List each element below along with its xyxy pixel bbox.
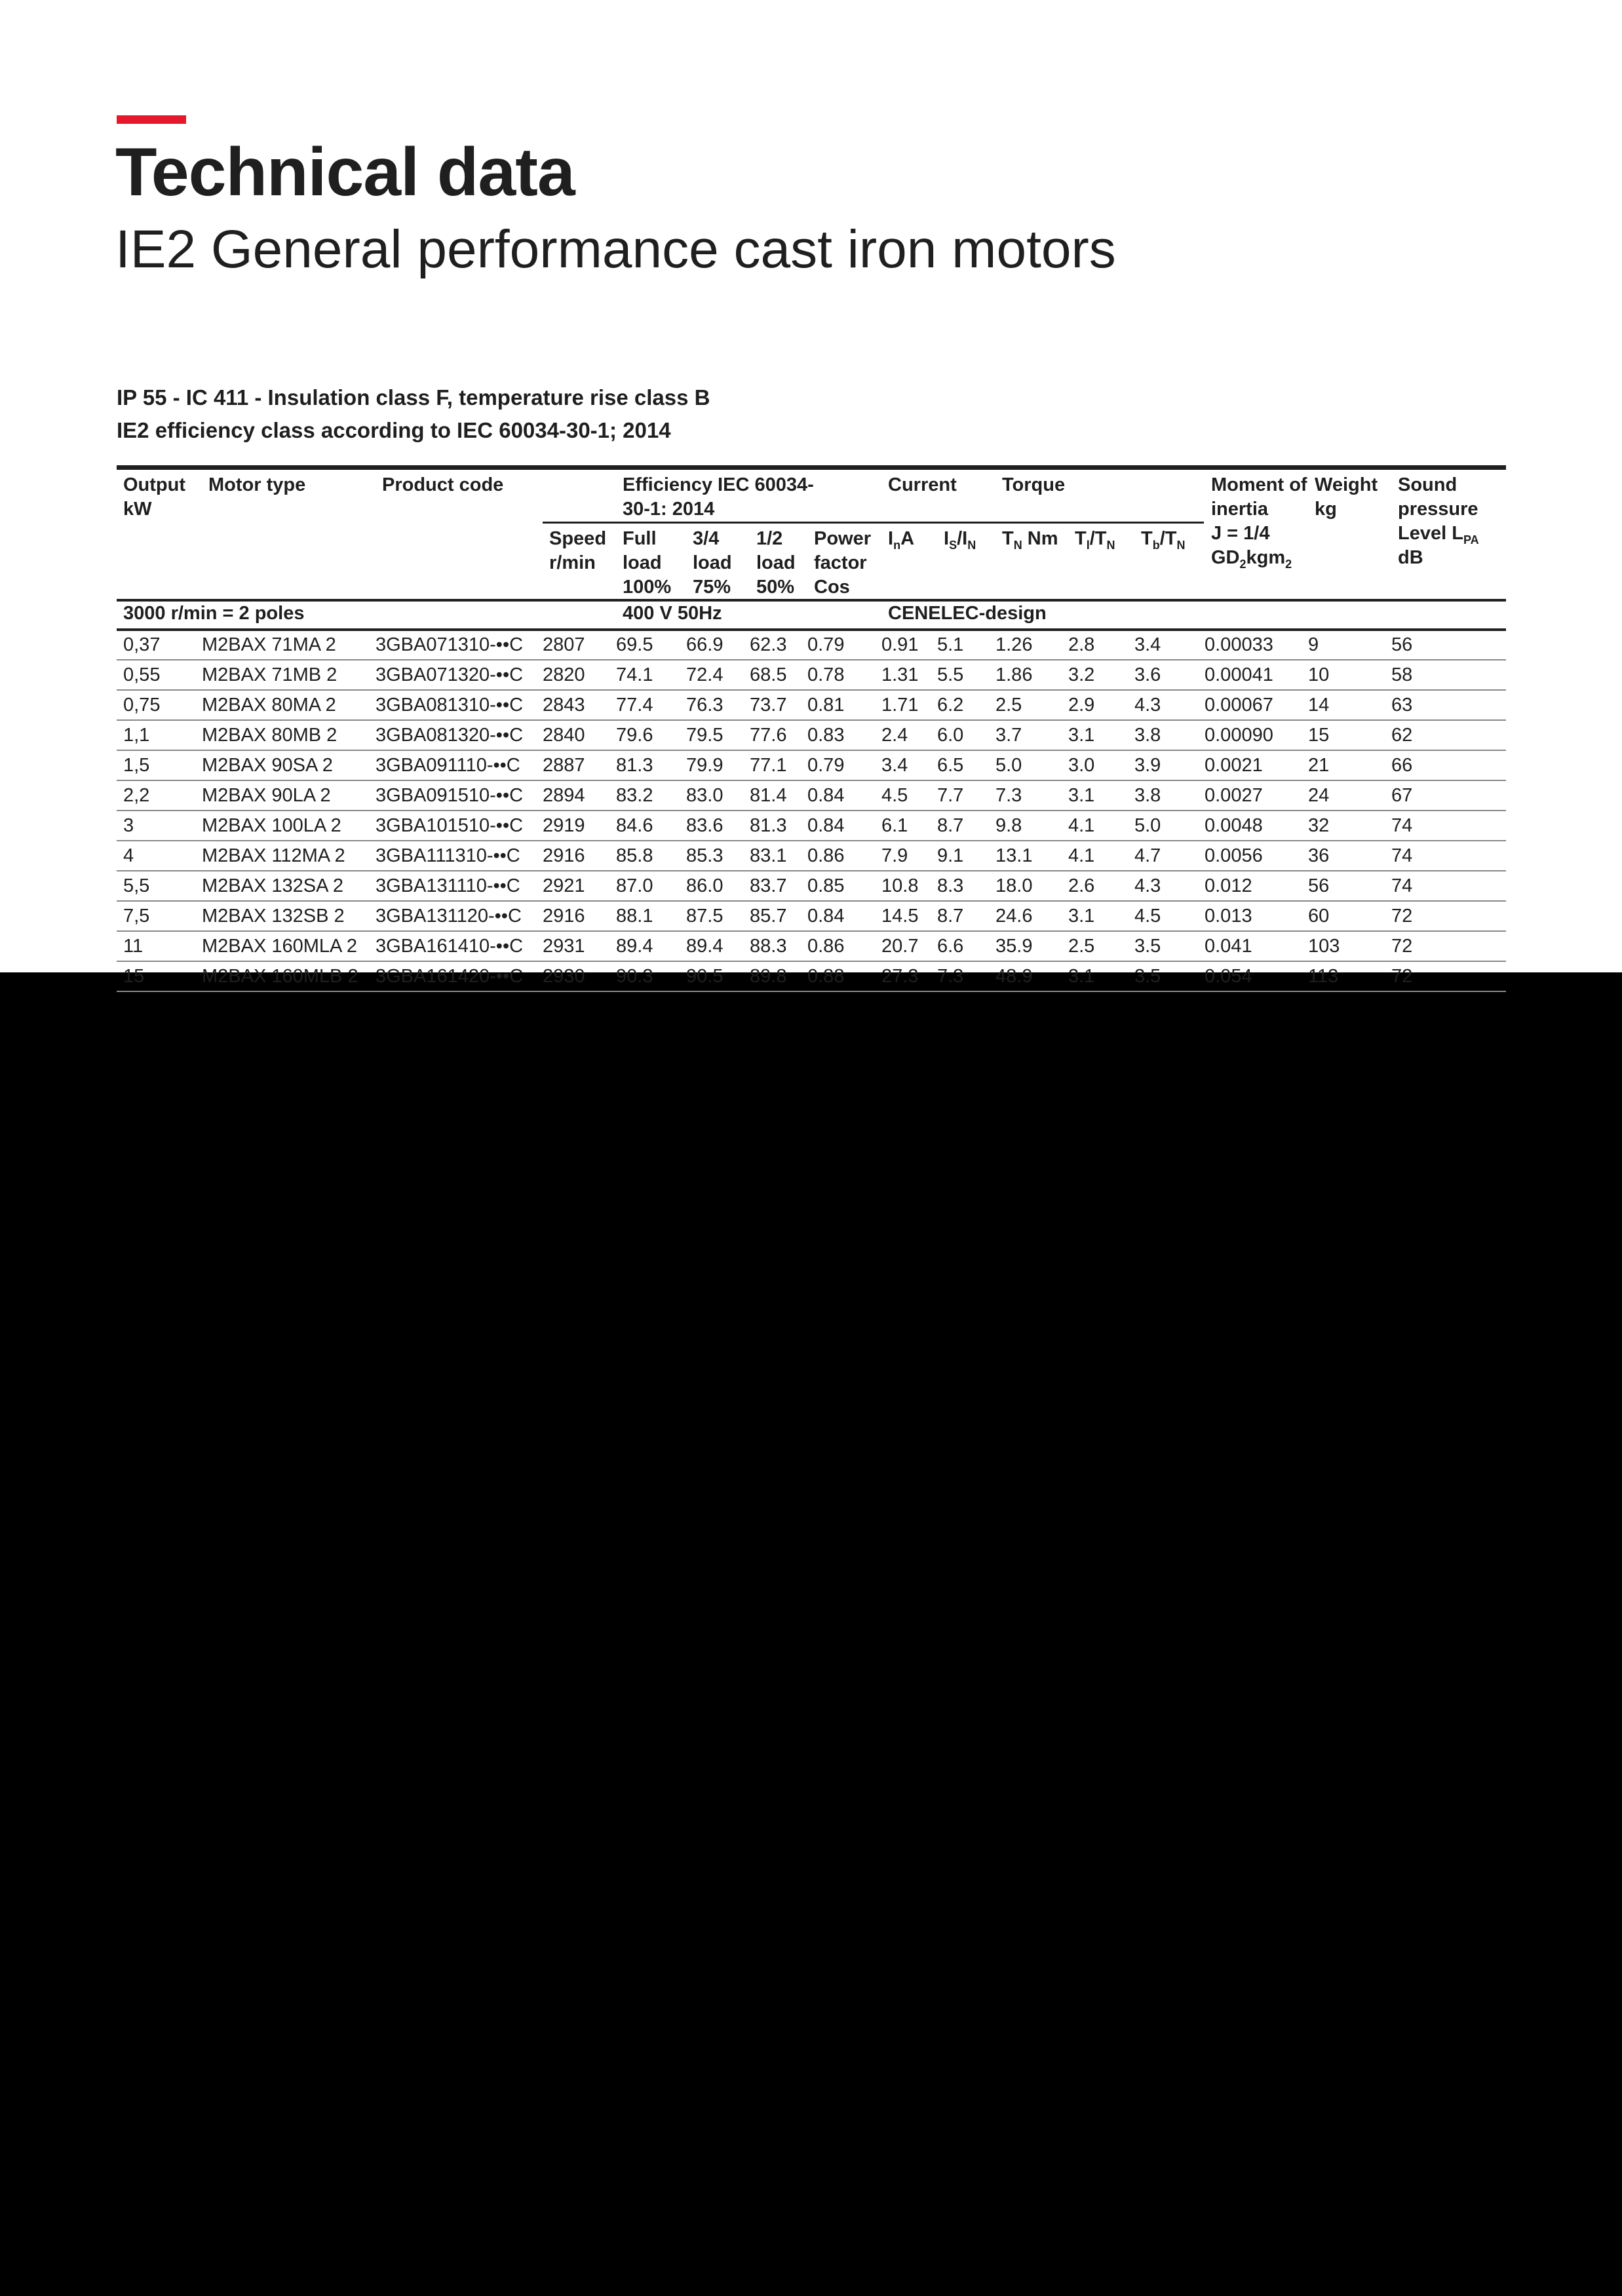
cell-speed: 2916	[543, 901, 616, 931]
cell-torque-tb-tn: 3.5	[1134, 961, 1205, 991]
header-half-load: 1/2 load 50%	[756, 528, 796, 598]
cell-moment-of-inertia: 0.00041	[1205, 660, 1308, 690]
cell-sound-level: 56	[1391, 630, 1506, 660]
table-row	[117, 931, 1506, 961]
cell-torque-tb-tn: 3.4	[1134, 630, 1205, 660]
cell-torque-tn: 7.3	[995, 780, 1068, 811]
cell-power-factor: 0.85	[807, 871, 881, 901]
header-sound: Sound pressure Level $L_{PA}$	[1398, 474, 1479, 546]
cell-current-is-in: 5.1	[937, 630, 995, 660]
cell-product-code: 3GBA091510-••C	[376, 780, 543, 811]
cell-torque-tl-tn: 4.1	[1068, 811, 1134, 841]
cell-current-is-in: 6.5	[937, 750, 995, 780]
cell-current-ina: 0.91	[881, 630, 937, 660]
cell-current-is-in: 8.7	[937, 901, 995, 931]
cell-three-quarter-load: 76.3	[686, 690, 750, 720]
cell-torque-tb-tn: 3.8	[1134, 780, 1205, 811]
cell-motor-type: M2BAX 71MB 2	[202, 660, 376, 690]
cell-product-code: 3GBA091110-••C	[376, 750, 543, 780]
cell-sound-level: 67	[1391, 780, 1506, 811]
table-top-rule	[117, 465, 1506, 470]
table-row	[117, 961, 1506, 991]
cell-current-is-in: 5.5	[937, 660, 995, 690]
cell-current-is-in: 8.3	[937, 871, 995, 901]
cell-motor-type: M2BAX 100LA 2	[202, 811, 376, 841]
cell-three-quarter-load: 79.9	[686, 750, 750, 780]
cell-current-is-in: 6.2	[937, 690, 995, 720]
cell-product-code: 3GBA131120-••C	[376, 901, 543, 931]
cell-motor-type: M2BAX 132SB 2	[202, 901, 376, 931]
cell-weight: 9	[1308, 630, 1391, 660]
cell-half-load: 89.8	[750, 961, 807, 991]
cell-torque-tl-tn: 3.1	[1068, 780, 1134, 811]
accent-bar	[117, 115, 186, 124]
cell-current-ina: 14.5	[881, 901, 937, 931]
cell-torque-tb-tn: 3.9	[1134, 750, 1205, 780]
cell-product-code: 3GBA081310-••C	[376, 690, 543, 720]
table-row	[117, 690, 1506, 720]
cell-product-code: 3GBA161410-••C	[376, 931, 543, 961]
cell-power-factor: 0.83	[807, 720, 881, 750]
cell-weight: 24	[1308, 780, 1391, 811]
table-row	[117, 750, 1506, 780]
cell-product-code: 3GBA101510-••C	[376, 811, 543, 841]
cell-torque-tn: 2.5	[995, 690, 1068, 720]
cell-speed: 2930	[543, 961, 616, 991]
header-current-group: Current	[888, 474, 957, 495]
header-output: Output kW	[123, 474, 186, 520]
cell-product-code: 3GBA081320-••C	[376, 720, 543, 750]
header-sound-unit: dB	[1398, 547, 1423, 568]
cell-moment-of-inertia: 0.0027	[1205, 780, 1308, 811]
cell-current-is-in: 6.0	[937, 720, 995, 750]
header-efficiency-group: Efficiency IEC 60034-30-1: 2014	[623, 474, 814, 520]
cell-torque-tb-tn: 5.0	[1134, 811, 1205, 841]
header-torque-group: Torque	[1002, 474, 1066, 495]
cell-current-is-in: 9.1	[937, 841, 995, 871]
cell-motor-type: M2BAX 80MA 2	[202, 690, 376, 720]
cell-output: 1,5	[117, 750, 202, 780]
header-is-in: $I_S/I_N$	[944, 528, 976, 552]
cell-torque-tl-tn: 3.2	[1068, 660, 1134, 690]
cell-half-load: 85.7	[750, 901, 807, 931]
section-supply: 400 V 50Hz	[623, 603, 722, 624]
cell-current-ina: 7.9	[881, 841, 937, 871]
cell-three-quarter-load: 87.5	[686, 901, 750, 931]
cell-half-load: 83.7	[750, 871, 807, 901]
cell-sound-level: 63	[1391, 690, 1506, 720]
cell-torque-tn: 24.6	[995, 901, 1068, 931]
cell-three-quarter-load: 90.5	[686, 961, 750, 991]
cell-speed: 2820	[543, 660, 616, 690]
cell-full-load: 88.1	[616, 901, 686, 931]
table-row	[117, 630, 1506, 660]
cell-moment-of-inertia: 0.012	[1205, 871, 1308, 901]
cell-sound-level: 74	[1391, 871, 1506, 901]
cell-sound-level: 72	[1391, 931, 1506, 961]
cell-three-quarter-load: 66.9	[686, 630, 750, 660]
header-moment-formula: J = 1/4	[1211, 523, 1270, 544]
header-ina: $I_nA$	[888, 528, 915, 552]
cell-motor-type: M2BAX 90LA 2	[202, 780, 376, 811]
cell-weight: 10	[1308, 660, 1391, 690]
cell-torque-tn: 1.26	[995, 630, 1068, 660]
cell-power-factor: 0.86	[807, 931, 881, 961]
cell-moment-of-inertia: 0.041	[1205, 931, 1308, 961]
cell-power-factor: 0.86	[807, 841, 881, 871]
cell-torque-tl-tn: 3.1	[1068, 720, 1134, 750]
header-tb-tn: $T_b/T_N$	[1141, 528, 1186, 552]
cell-moment-of-inertia: 0.0056	[1205, 841, 1308, 871]
cell-full-load: 84.6	[616, 811, 686, 841]
cell-torque-tn: 5.0	[995, 750, 1068, 780]
header-tl-tn: $T_l/T_N$	[1075, 528, 1115, 552]
cell-torque-tb-tn: 4.3	[1134, 690, 1205, 720]
cell-full-load: 85.8	[616, 841, 686, 871]
cell-weight: 15	[1308, 720, 1391, 750]
spec-line-efficiency: IE2 efficiency class according to IEC 60034-30-1; 2014	[117, 418, 671, 442]
cell-weight: 21	[1308, 750, 1391, 780]
cell-moment-of-inertia: 0.00090	[1205, 720, 1308, 750]
section-poles: 3000 r/min = 2 poles	[123, 603, 305, 624]
cell-torque-tb-tn: 3.6	[1134, 660, 1205, 690]
cell-torque-tb-tn: 4.7	[1134, 841, 1205, 871]
cell-full-load: 77.4	[616, 690, 686, 720]
cell-sound-level: 62	[1391, 720, 1506, 750]
cell-half-load: 77.1	[750, 750, 807, 780]
cell-weight: 113	[1308, 961, 1391, 991]
cell-speed: 2916	[543, 841, 616, 871]
cell-three-quarter-load: 86.0	[686, 871, 750, 901]
cell-torque-tn: 35.9	[995, 931, 1068, 961]
cell-sound-level: 74	[1391, 841, 1506, 871]
cell-half-load: 81.3	[750, 811, 807, 841]
page-title: Technical data	[115, 134, 575, 210]
cell-half-load: 73.7	[750, 690, 807, 720]
cell-weight: 103	[1308, 931, 1391, 961]
header-weight: Weight kg	[1315, 474, 1378, 520]
cell-three-quarter-load: 89.4	[686, 931, 750, 961]
cell-current-ina: 27.3	[881, 961, 937, 991]
cell-motor-type: M2BAX 132SA 2	[202, 871, 376, 901]
cell-output: 2,2	[117, 780, 202, 811]
cell-sound-level: 58	[1391, 660, 1506, 690]
cell-product-code: 3GBA071310-••C	[376, 630, 543, 660]
cell-three-quarter-load: 85.3	[686, 841, 750, 871]
cell-half-load: 62.3	[750, 630, 807, 660]
cell-sound-level: 72	[1391, 961, 1506, 991]
cell-motor-type: M2BAX 71MA 2	[202, 630, 376, 660]
cell-output: 7,5	[117, 901, 202, 931]
cell-half-load: 81.4	[750, 780, 807, 811]
cell-torque-tb-tn: 3.5	[1134, 931, 1205, 961]
table-row	[117, 901, 1506, 931]
cell-full-load: 81.3	[616, 750, 686, 780]
cell-power-factor: 0.84	[807, 780, 881, 811]
table-row	[117, 871, 1506, 901]
cell-full-load: 90.3	[616, 961, 686, 991]
cell-product-code: 3GBA071320-••C	[376, 660, 543, 690]
cell-output: 3	[117, 811, 202, 841]
cell-full-load: 87.0	[616, 871, 686, 901]
cell-product-code: 3GBA161420-••C	[376, 961, 543, 991]
cell-torque-tl-tn: 4.1	[1068, 841, 1134, 871]
cell-speed: 2887	[543, 750, 616, 780]
cell-motor-type: M2BAX 80MB 2	[202, 720, 376, 750]
cell-torque-tl-tn: 3.0	[1068, 750, 1134, 780]
cell-torque-tb-tn: 3.8	[1134, 720, 1205, 750]
cell-half-load: 77.6	[750, 720, 807, 750]
cell-three-quarter-load: 83.0	[686, 780, 750, 811]
cell-sound-level: 72	[1391, 901, 1506, 931]
cell-speed: 2921	[543, 871, 616, 901]
cell-weight: 56	[1308, 871, 1391, 901]
cell-three-quarter-load: 83.6	[686, 811, 750, 841]
cell-power-factor: 0.79	[807, 750, 881, 780]
cell-sound-level: 66	[1391, 750, 1506, 780]
cell-output: 0,55	[117, 660, 202, 690]
cell-current-ina: 1.71	[881, 690, 937, 720]
cell-torque-tb-tn: 4.5	[1134, 901, 1205, 931]
cell-speed: 2807	[543, 630, 616, 660]
header-motor-type: Motor type	[208, 474, 306, 495]
cell-three-quarter-load: 72.4	[686, 660, 750, 690]
cell-half-load: 83.1	[750, 841, 807, 871]
page-subtitle: IE2 General performance cast iron motors	[115, 220, 1116, 279]
cell-current-ina: 2.4	[881, 720, 937, 750]
cell-torque-tl-tn: 2.8	[1068, 630, 1134, 660]
header-product-code: Product code	[382, 474, 504, 495]
cell-sound-level: 74	[1391, 811, 1506, 841]
cell-current-ina: 1.31	[881, 660, 937, 690]
cell-speed: 2919	[543, 811, 616, 841]
cell-torque-tl-tn: 3.1	[1068, 901, 1134, 931]
cell-power-factor: 0.88	[807, 961, 881, 991]
cell-three-quarter-load: 79.5	[686, 720, 750, 750]
cell-torque-tl-tn: 2.6	[1068, 871, 1134, 901]
cell-product-code: 3GBA131110-••C	[376, 871, 543, 901]
cell-output: 15	[117, 961, 202, 991]
cell-weight: 36	[1308, 841, 1391, 871]
header-moment: Moment of inertia	[1211, 474, 1307, 520]
cell-current-ina: 20.7	[881, 931, 937, 961]
header-power-factor: Power factor Cos	[814, 528, 872, 598]
cell-output: 0,37	[117, 630, 202, 660]
cell-full-load: 89.4	[616, 931, 686, 961]
motor-data-table	[117, 630, 1506, 992]
cell-speed: 2894	[543, 780, 616, 811]
cell-current-is-in: 7.3	[937, 961, 995, 991]
cell-speed: 2840	[543, 720, 616, 750]
header-full-load: Full load 100%	[623, 528, 672, 598]
cell-power-factor: 0.78	[807, 660, 881, 690]
cell-output: 0,75	[117, 690, 202, 720]
cell-torque-tn: 48.9	[995, 961, 1068, 991]
cell-torque-tn: 13.1	[995, 841, 1068, 871]
cell-current-is-in: 8.7	[937, 811, 995, 841]
cell-motor-type: M2BAX 90SA 2	[202, 750, 376, 780]
cell-moment-of-inertia: 0.013	[1205, 901, 1308, 931]
cell-half-load: 88.3	[750, 931, 807, 961]
cell-motor-type: M2BAX 160MLB 2	[202, 961, 376, 991]
header-speed: Speed r/min	[549, 528, 607, 573]
cell-current-ina: 3.4	[881, 750, 937, 780]
cell-half-load: 68.5	[750, 660, 807, 690]
section-design: CENELEC-design	[888, 603, 1047, 624]
cell-current-is-in: 6.6	[937, 931, 995, 961]
cell-current-ina: 6.1	[881, 811, 937, 841]
cell-weight: 32	[1308, 811, 1391, 841]
table-row	[117, 780, 1506, 811]
cell-moment-of-inertia: 0.0021	[1205, 750, 1308, 780]
table-row	[117, 811, 1506, 841]
cell-full-load: 74.1	[616, 660, 686, 690]
cell-torque-tn: 3.7	[995, 720, 1068, 750]
cell-torque-tn: 18.0	[995, 871, 1068, 901]
cell-output: 4	[117, 841, 202, 871]
table-row	[117, 720, 1506, 750]
cell-moment-of-inertia: 0.00033	[1205, 630, 1308, 660]
cell-speed: 2843	[543, 690, 616, 720]
cell-torque-tl-tn: 2.9	[1068, 690, 1134, 720]
document-page	[0, 0, 1622, 987]
table-row	[117, 841, 1506, 871]
cell-motor-type: M2BAX 160MLA 2	[202, 931, 376, 961]
cell-weight: 14	[1308, 690, 1391, 720]
cell-torque-tb-tn: 4.3	[1134, 871, 1205, 901]
cell-speed: 2931	[543, 931, 616, 961]
cell-current-is-in: 7.7	[937, 780, 995, 811]
cell-torque-tn: 1.86	[995, 660, 1068, 690]
cell-current-ina: 10.8	[881, 871, 937, 901]
cell-moment-of-inertia: 0.0048	[1205, 811, 1308, 841]
header-tn: $T_N$ Nm	[1002, 528, 1058, 552]
cell-moment-of-inertia: 0.00067	[1205, 690, 1308, 720]
cell-power-factor: 0.79	[807, 630, 881, 660]
cell-output: 11	[117, 931, 202, 961]
header-group-rule	[543, 522, 1204, 524]
cell-torque-tl-tn: 2.5	[1068, 931, 1134, 961]
cell-power-factor: 0.84	[807, 811, 881, 841]
header-three-quarter-load: 3/4 load 75%	[693, 528, 732, 598]
cell-output: 1,1	[117, 720, 202, 750]
cell-output: 5,5	[117, 871, 202, 901]
cell-torque-tl-tn: 3.1	[1068, 961, 1134, 991]
cell-full-load: 69.5	[616, 630, 686, 660]
spec-line-protection: IP 55 - IC 411 - Insulation class F, temperature rise class B	[117, 385, 710, 410]
cell-power-factor: 0.84	[807, 901, 881, 931]
cell-full-load: 83.2	[616, 780, 686, 811]
cell-motor-type: M2BAX 112MA 2	[202, 841, 376, 871]
cell-full-load: 79.6	[616, 720, 686, 750]
cell-current-ina: 4.5	[881, 780, 937, 811]
cell-product-code: 3GBA111310-••C	[376, 841, 543, 871]
header-moment-unit: $GD_2kgm_2$	[1211, 547, 1292, 571]
cell-weight: 60	[1308, 901, 1391, 931]
cell-power-factor: 0.81	[807, 690, 881, 720]
table-row	[117, 660, 1506, 690]
cell-moment-of-inertia: 0.054	[1205, 961, 1308, 991]
cell-torque-tn: 9.8	[995, 811, 1068, 841]
header-bottom-rule	[117, 599, 1506, 602]
